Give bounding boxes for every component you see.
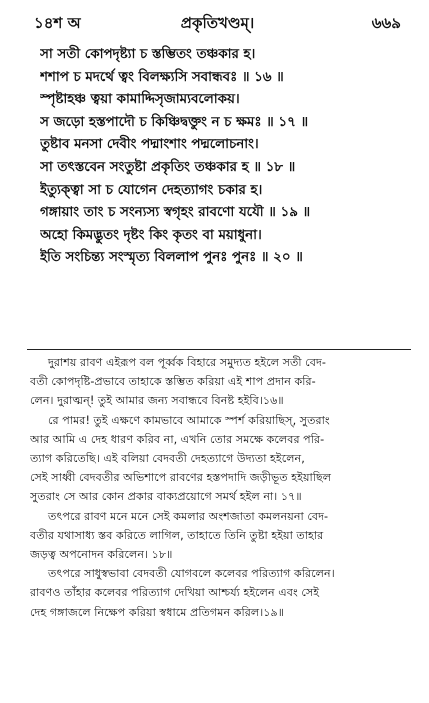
verse-line: তুষ্টাব মনসা দেবীং পদ্মাংশাং পদ্মলোচনাং। — [40, 137, 259, 153]
verse-block — [40, 44, 407, 270]
commentary-line: দেহ গঙ্গাজলে নিক্ষেপ করিয়া স্বধামে প্রতিগমন করিল।১৯॥ — [30, 605, 285, 619]
commentary-paragraph — [30, 507, 407, 565]
verse-line: গঙ্গায়াং তাং চ সংন্যস্য স্বগৃহং রাবণো যযৌ ॥ ১৯ ॥ — [40, 205, 311, 221]
verse-line: সা সতী কোপদৃষ্ট্যা চ স্তম্ভিতং তঞ্চকার হ। — [40, 47, 256, 62]
commentary-paragraph — [30, 564, 407, 622]
commentary-line: জড়ত্ব অপনোদন করিলেন। ১৮॥ — [30, 548, 173, 562]
verse-line: ইতি সংচিন্ত্য সংস্মৃত্য বিললাপ পুনঃ পুনঃ ॥ ২০ ॥ — [40, 250, 303, 266]
commentary-line: বতী কোপদৃষ্টি-প্রভাবে তাহাকে স্তম্ভিত করিয়া এই শাপ প্রদান করি- — [30, 375, 316, 389]
commentary-line: সুতরাং সে আর কোন প্রকার বাক্যপ্রয়োগে সমর্থ হইল না। ১৭॥ — [30, 490, 302, 504]
commentary-line: তৎপরে রাবণ মনে মনে সেই কমলার অংশজাতা কমলনয়না বেদ- — [48, 509, 329, 523]
chapter-label: ১৪শ অ — [34, 14, 81, 32]
verse-line: সা তৎস্তবেন সংতুষ্টা প্রকৃতিং তঞ্চকার হ ॥ ১৮ ॥ — [40, 159, 296, 175]
page-number: ৬৬৯ — [371, 14, 401, 32]
commentary-line: বতীর যথাসাধ্য স্তব করিতে লাগিল, তাহাতে তিনি তুষ্টা হইয়া তাহার — [30, 528, 324, 542]
section-divider — [27, 349, 411, 350]
commentary-line: সেই সাধ্বী বেদবতীর অভিশাপে রাবণের হস্তপদাদি জড়ীভূত হইয়াছিল — [30, 471, 332, 485]
commentary-line: রে পামর! তুই এক্ষণে কামভাবে আমাকে স্পর্শ করিয়াছিস্, সুতরাং — [48, 413, 330, 427]
book-title: প্রকৃতিখণ্ডম্। — [180, 14, 255, 32]
commentary-line: রাবণও তাঁহার কলেবর পরিত্যাগ দেখিয়া আশ্চর্য্য হইলেন এবং সেই — [30, 586, 320, 600]
commentary-paragraph — [30, 353, 407, 411]
verse-line: ইত্যুক্ত্বা সা চ যোগেন দেহত্যাগং চকার হ। — [40, 182, 263, 198]
verse-line: স্পৃষ্টাহঞ্চ ত্বয়া কামাদ্দিসৃজাম্যবলোকয়। — [40, 92, 240, 108]
verse-line: শশাপ চ মদর্থে ত্বং বিলক্ষ্যসি সবান্ধবঃ ॥ ১৬ ॥ — [40, 69, 284, 85]
commentary-line: ত্যাগ করিতেছি। এই বলিয়া বেদবতী দেহত্যাগে উদ্যতা হইলেন, — [30, 452, 305, 466]
verse-line: স জড়ো হস্তপাদৌ চ কিঞ্চিদ্বক্তুং ন চ ক্ষমঃ ॥ ১৭ ॥ — [40, 114, 309, 130]
commentary-block — [30, 353, 407, 622]
page-header — [34, 12, 401, 38]
commentary-line: তৎপরে সাধুস্বভাবা বেদবতী যোগবলে কলেবর পরিত্যাগ করিলেন। — [48, 567, 335, 581]
commentary-line: দুরাশয় রাবণ এইরূপ বল পূর্ব্বক বিহারে সমুদ্যত হইলে সতী বেদ- — [48, 356, 326, 369]
commentary-paragraph — [30, 411, 407, 507]
commentary-line: লেন। দুরাত্মন্! তুই আমার জন্য সবান্ধবে বিনষ্ট হইবি।১৬॥ — [30, 394, 284, 408]
verse-line: অহো কিমদ্ভুতং দৃষ্টং কিং কৃতং বা ময়াধুনা। — [40, 227, 262, 243]
commentary-line: আর আমি এ দেহ ধারণ করিব না, এখনি তোর সমক্ষে কলেবর পরি- — [30, 432, 325, 446]
